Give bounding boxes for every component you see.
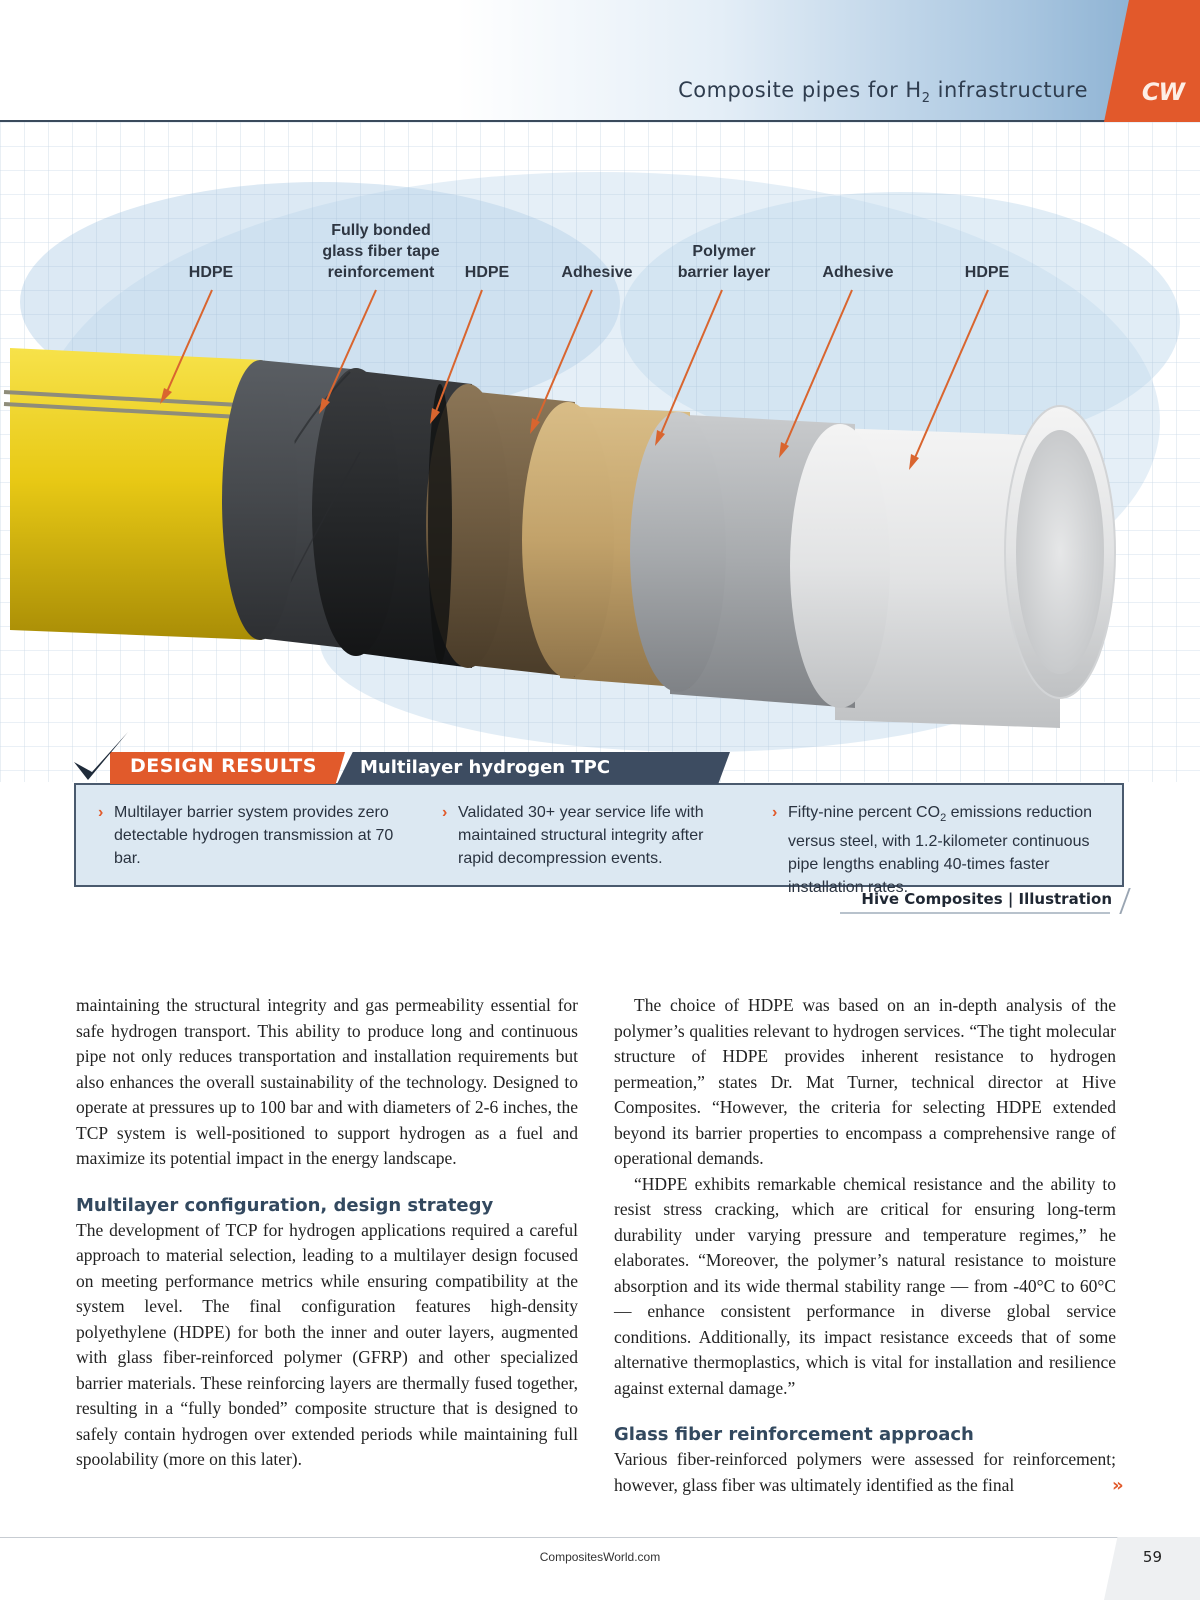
design-result-item: › Validated 30+ year service life with maintained structural integrity after rapid decompression events. bbox=[442, 801, 742, 870]
section-heading: Glass fiber reinforcement approach bbox=[614, 1424, 974, 1445]
design-result-item: › Fifty-nine percent $CO_2$ emissions reduction versus steel, with 1.2-kilometer continuous pipe lengths enabling 40-times faster installation rates. bbox=[772, 801, 1112, 899]
callout-hdpe-inner: HDPE bbox=[964, 264, 1010, 281]
chevron-right-icon: › bbox=[98, 804, 104, 821]
design-result-item: › Multilayer barrier system provides zero detectable hydrogen transmission at 70 bar. bbox=[98, 801, 408, 870]
pipe-cutaway-graphic bbox=[0, 122, 1200, 782]
design-results-subtitle: Multilayer hydrogen TPC bbox=[360, 757, 611, 778]
design-results-label: DESIGN RESULTS bbox=[130, 755, 317, 777]
paragraph: The choice of HDPE was based on an in-depth analysis of the polymer’s qualities relevant to hydrogen services. “The tight molecular structure of HDPE provides inherent resistance to hydrogen permeation,” states Dr. Mat Turner, technical director at Hive Composites. “However, the criteria for selecting HDPE extended beyond its barrier properties to encompass a comprehensive range of operational demands. bbox=[614, 995, 1116, 1168]
callout-adhesive-2: Adhesive bbox=[822, 264, 894, 281]
footer-page-tab bbox=[1104, 1537, 1200, 1600]
continue-arrow-icon: » bbox=[1112, 1475, 1124, 1496]
checkmark-icon bbox=[70, 728, 134, 792]
credit-underline bbox=[840, 912, 1110, 914]
design-results-box bbox=[74, 783, 1124, 897]
chevron-right-icon: › bbox=[772, 804, 778, 821]
paragraph: maintaining the structural integrity and gas permeability essential for safe hydrogen transport. This ability to produce long and continuous pipe not only reduces transportation and installation requirements but also enhances the overall sustainability of the technology. Designed to operate at pressures up to 100 bar and with diameters of 2-6 inches, the TCP system is well-positioned to support hydrogen as a fuel and maximize its potential impact in the energy landscape. bbox=[76, 995, 578, 1168]
cw-logo: CW bbox=[1141, 78, 1184, 106]
article-column-right bbox=[614, 993, 1116, 1498]
page-number: 59 bbox=[1142, 1548, 1162, 1566]
chevron-right-icon: › bbox=[442, 804, 448, 821]
running-title: Composite pipes for $H_2$ infrastructure bbox=[678, 78, 1088, 107]
section-heading: Multilayer configuration, design strategy bbox=[76, 1194, 494, 1216]
footer-rule bbox=[0, 1537, 1200, 1538]
footer-site-link[interactable]: CompositesWorld.com bbox=[539, 1550, 661, 1564]
illustration-credit: Hive Composites | Illustration bbox=[861, 890, 1112, 908]
callout-glass-fiber-tape: Fully bonded glass fiber tape reinforcement bbox=[322, 222, 440, 281]
design-results-banner bbox=[110, 752, 730, 784]
paragraph: The development of TCP for hydrogen applications required a careful approach to material selection, leading to a multilayer design focused on meeting performance metrics while ensuring compatibility at the system level. The final configuration features high-density polyethylene (HDPE) for both the inner and outer layers, augmented with glass fiber-reinforced polymer (GFRP) and other specialized barrier materials. These reinforcing layers are thermally fused together, resulting in a “fully bonded” composite structure that is designed to safely contain hydrogen over extended periods while maintaining full spoolability (more on this later). bbox=[76, 1219, 578, 1469]
paragraph: Various fiber-reinforced polymers were assessed for reinforcement; however, glass fiber was ultimately identified as the final bbox=[614, 1449, 1116, 1495]
callout-polymer-barrier: Polymer barrier layer bbox=[677, 243, 771, 281]
paragraph: “HDPE exhibits remarkable chemical resistance and the ability to resist stress cracking, which are critical for ensuring long-term durability under varying pressure and temperature regimes,” he elaborates. “Moreover, the polymer’s natural resistance to moisture absorption and its wide thermal stability range — from -40°C to 60°C — enhance consistent performance in diverse global service conditions. Additionally, its impact resistance exceeds that of some alternative thermoplastics, which is vital for installation and resilience against external damage.” bbox=[614, 1173, 1116, 1398]
callout-adhesive-1: Adhesive bbox=[561, 264, 633, 281]
pipe-illustration bbox=[0, 122, 1200, 782]
callout-hdpe-middle: HDPE bbox=[464, 264, 510, 281]
article-column-left bbox=[76, 993, 578, 1473]
callout-hdpe-outer: HDPE bbox=[188, 264, 234, 281]
credit-divider bbox=[1109, 888, 1130, 914]
